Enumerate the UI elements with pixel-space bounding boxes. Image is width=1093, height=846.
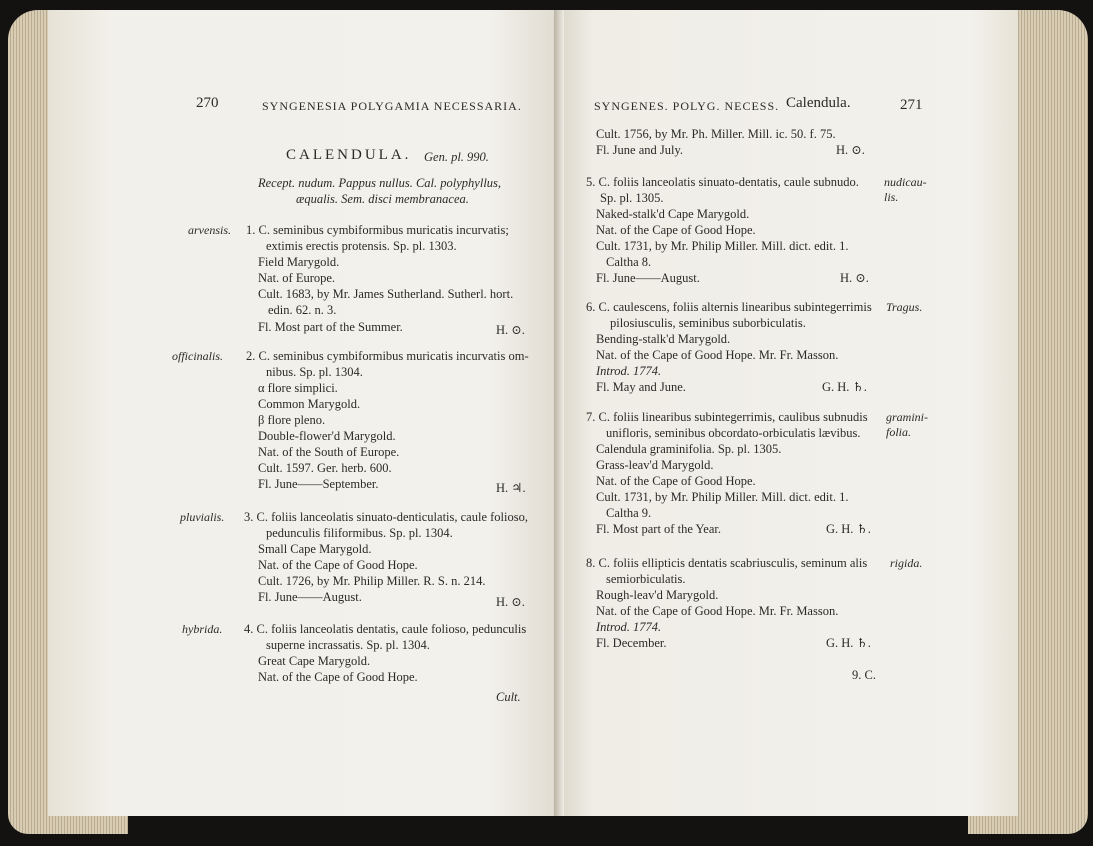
entry-line: Caltha 8.: [606, 255, 652, 269]
entry-line: superne incrassatis. Sp. pl. 1304.: [266, 638, 430, 652]
entry-line: Fl. Most part of the Year.: [596, 522, 721, 536]
genus-description: Recept. nudum. Pappus nullus. Cal. polyphyllus,: [258, 176, 502, 190]
entry-line: Sp. pl. 1305.: [600, 191, 664, 205]
entry-line: Fl. Most part of the Summer.: [258, 320, 403, 334]
margin-species-name: arvensis.: [188, 223, 231, 237]
entry-line: Nat. of the Cape of Good Hope.: [596, 223, 756, 237]
entry-line: Double-flower'd Marygold.: [258, 429, 396, 443]
entry-line: Cult. 1597. Ger. herb. 600.: [258, 461, 392, 475]
entry-line: Small Cape Marygold.: [258, 542, 372, 556]
entry-line: 7. C. foliis linearibus subintegerrimis, caulibus subnudis: [586, 410, 868, 424]
entry-line: Fl. June——August.: [258, 590, 362, 604]
entry-line: 1. C. seminibus cymbiformibus muricatis incurvatis;: [246, 223, 509, 237]
entry-line: Cult. 1683, by Mr. James Sutherland. Sutherl. hort.: [258, 287, 514, 301]
entry-line: Great Cape Marygold.: [258, 654, 371, 668]
running-genus: Calendula.: [786, 95, 851, 111]
entry-line: Nat. of the South of Europe.: [258, 445, 400, 459]
symbol-sign: G. H. ♄.: [822, 380, 867, 394]
book-gutter: [554, 10, 564, 816]
entry-line: 4. C. foliis lanceolatis dentatis, caule folioso, pedunculis: [244, 622, 527, 636]
entry-line: Bending-stalk'd Marygold.: [596, 332, 731, 346]
entry-line: Nat. of the Cape of Good Hope. Mr. Fr. Masson.: [596, 348, 839, 362]
entry-line: Fl. June and July.: [596, 143, 684, 157]
entry-line: Field Marygold.: [258, 255, 340, 269]
running-head: SYNGENESIA POLYGAMIA NECESSARIA.: [262, 99, 522, 113]
genus-reference: Gen. pl. 990.: [424, 150, 489, 164]
entry-line: Introd. 1774.: [596, 364, 662, 378]
entry-line: 8. C. foliis ellipticis dentatis scabriusculis, seminum alis: [586, 556, 868, 570]
margin-species-name: rigida.: [890, 556, 923, 570]
entry-line: Rough-leav'd Marygold.: [596, 588, 719, 602]
page-number: 271: [900, 97, 923, 113]
entry-line: α flore simplici.: [258, 381, 338, 395]
entry-line: 5. C. foliis lanceolatis sinuato-dentatis, caule subnudo.: [586, 175, 859, 189]
symbol-sign: H. ⊙.: [836, 143, 865, 157]
entry-line: Cult. 1756, by Mr. Ph. Miller. Mill. ic. 50. f. 75.: [596, 127, 836, 141]
genus-description: æqualis. Sem. disci membranacea.: [296, 192, 469, 206]
symbol-sign: H. ⊙.: [496, 323, 525, 337]
page-number: 270: [196, 95, 219, 111]
margin-species-name: officinalis.: [172, 349, 223, 363]
symbol-sign: H. ♃.: [496, 481, 526, 495]
entry-line: extimis erectis protensis. Sp. pl. 1303.: [266, 239, 457, 253]
symbol-sign: H. ⊙.: [840, 271, 869, 285]
symbol-sign: G. H. ♄.: [826, 522, 871, 536]
entry-line: Naked-stalk'd Cape Marygold.: [596, 207, 750, 221]
margin-species-name: nudicau-lis.: [884, 175, 927, 204]
symbol-sign: G. H. ♄.: [826, 636, 871, 650]
entry-line: 2. C. seminibus cymbiformibus muricatis incurvatis om-: [246, 349, 529, 363]
entry-line: Cult. 1726, by Mr. Philip Miller. R. S. n. 214.: [258, 574, 486, 588]
entry-line: edin. 62. n. 3.: [268, 303, 337, 317]
entry-line: Nat. of the Cape of Good Hope.: [258, 558, 418, 572]
margin-species-name: pluvialis.: [180, 510, 225, 524]
entry-line: 3. C. foliis lanceolatis sinuato-denticulatis, caule folioso,: [244, 510, 528, 524]
entry-line: Introd. 1774.: [596, 620, 662, 634]
entry-line: Nat. of the Cape of Good Hope.: [596, 474, 756, 488]
entry-line: Calendula graminifolia. Sp. pl. 1305.: [596, 442, 782, 456]
symbol-sign: H. ⊙.: [496, 595, 525, 609]
genus-title: CALENDULA.: [286, 147, 412, 163]
entry-line: Fl. June——August.: [596, 271, 700, 285]
margin-species-name: gramini-folia.: [886, 410, 928, 439]
entry-line: nibus. Sp. pl. 1304.: [266, 365, 363, 379]
entry-line: Nat. of Europe.: [258, 271, 336, 285]
entry-line: semiorbiculatis.: [606, 572, 686, 586]
entry-line: Nat. of the Cape of Good Hope. Mr. Fr. Masson.: [596, 604, 839, 618]
catchword: 9. C.: [852, 668, 876, 682]
entry-line: Common Marygold.: [258, 397, 361, 411]
entry-line: Fl. June——September.: [258, 477, 379, 491]
entry-line: Fl. May and June.: [596, 380, 686, 394]
entry-line: pilosiusculis, seminibus suborbiculatis.: [610, 316, 806, 330]
entry-line: β flore pleno.: [258, 413, 326, 427]
entry-line: 6. C. caulescens, foliis alternis linearibus subintegerrimis: [586, 300, 872, 314]
entry-line: unifloris, seminibus obcordato-orbiculatis lævibus.: [606, 426, 861, 440]
margin-species-name: Tragus.: [886, 300, 923, 314]
entry-line: Caltha 9.: [606, 506, 652, 520]
entry-line: Cult. 1731, by Mr. Philip Miller. Mill. dict. edit. 1.: [596, 490, 849, 504]
running-head: SYNGENES. POLYG. NECESS.: [594, 99, 780, 113]
entry-line: Fl. December.: [596, 636, 667, 650]
entry-line: Nat. of the Cape of Good Hope.: [258, 670, 418, 684]
margin-species-name: hybrida.: [182, 622, 223, 636]
entry-line: pedunculis filiformibus. Sp. pl. 1304.: [266, 526, 453, 540]
entry-line: Grass-leav'd Marygold.: [596, 458, 714, 472]
entry-line: Cult. 1731, by Mr. Philip Miller. Mill. dict. edit. 1.: [596, 239, 849, 253]
catchword: Cult.: [496, 690, 521, 704]
